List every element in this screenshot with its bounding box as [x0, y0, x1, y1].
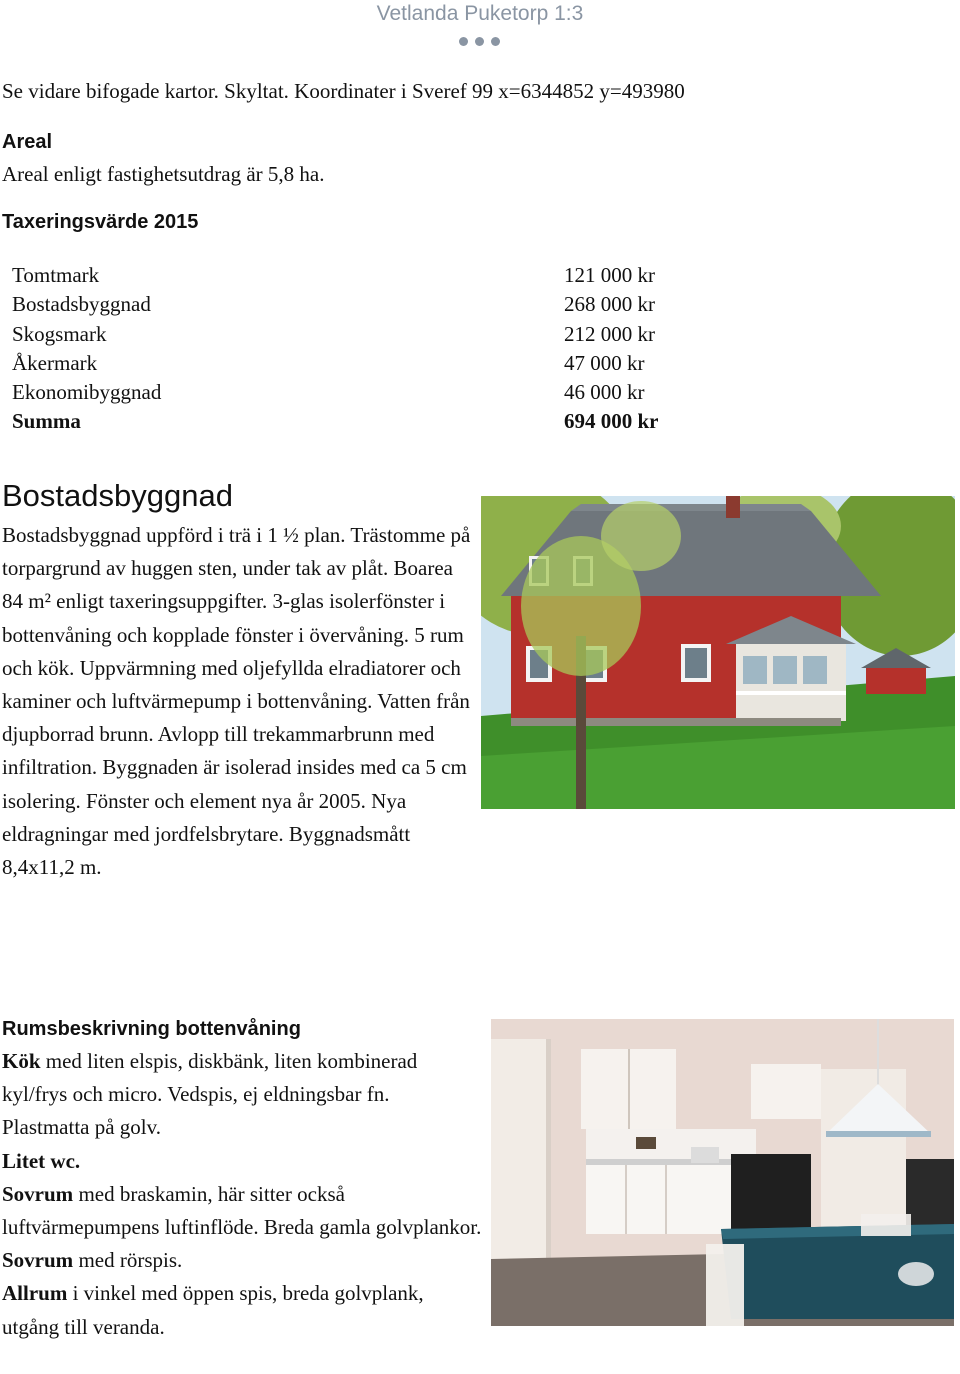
tax-value: 121 000 kr: [564, 263, 655, 287]
bostad-heading: Bostadsbyggnad: [2, 478, 233, 513]
sovrum2-label: Sovrum: [2, 1248, 74, 1273]
kitchen-photo: [491, 1019, 954, 1326]
header-title: Vetlanda Puketorp 1:3: [376, 2, 584, 25]
ellipsis-icon: [459, 37, 503, 47]
allrum-paragraph: [2, 1277, 482, 1343]
tax-value: 268 000 kr: [564, 292, 655, 317]
tax-label: Ekonomibyggnad: [12, 380, 162, 405]
sovrum1-paragraph: [2, 1178, 482, 1244]
tax-label-summa: Summa: [12, 409, 81, 434]
tax-value-summa: 694 000 kr: [564, 409, 659, 434]
areal-heading: Areal: [2, 131, 53, 153]
tax-label: Åkermark: [12, 350, 98, 375]
tax-value: 47 000 kr: [564, 350, 645, 375]
tax-label: Bostadsbyggnad: [12, 292, 151, 317]
sovrum2-text: med rörspis.: [73, 1248, 183, 1273]
tax-value: 212 000 kr: [564, 321, 655, 346]
wc-paragraph: [2, 1145, 482, 1178]
wc-label: Litet wc.: [2, 1148, 81, 1173]
rums-heading: Rumsbeskrivning bottenvåning: [2, 1018, 301, 1040]
kok-text: med liten elspis, diskbänk, liten kombinerad kyl/frys och micro. Vedspis, ej eldningsbar fn. Plastmatta på golv.: [2, 1049, 418, 1140]
bostad-description: Bostadsbyggnad uppförd i trä i 1 ½ plan. Trästomme på torpargrund av huggen sten, under tak av plåt. Boarea 84 m² enligt taxeringsuppgifter. 3-glas isolerfönster i bottenvåning och kopplade fönster i övervåning. 5 rum och kök. Uppvärmning med oljefyllda elradiatorer och kaminer och luftvärmepump i bottenvåning. Vatten från djupborrad brunn. Avlopp till trekammarbrunn med infiltration. Byggnaden är isolerad insides med ca 5 cm isolering. Fönster och element nya år 2005. Nya eldragningar med jordfelsbrytare. Byggnadsmått 8,4x11,2 m.: [2, 523, 471, 880]
sovrum1-text: med braskamin, här sitter också luftvärmepumpens luftinflöde. Breda gamla golvplankor.: [2, 1181, 482, 1240]
tax-label: Tomtmark: [12, 263, 100, 287]
allrum-label: Allrum: [2, 1281, 68, 1306]
taxering-heading: Taxeringsvärde 2015: [2, 211, 199, 233]
rums-description: [2, 1045, 482, 1344]
intro-text: Se vidare bifogade kartor. Skyltat. Koordinater i Sveref 99 x=6344852 y=493980: [2, 79, 685, 103]
areal-text: Areal enligt fastighetsutdrag är 5,8 ha.: [2, 162, 325, 186]
taxering-values: [564, 261, 659, 437]
sovrum2-paragraph: [2, 1244, 482, 1277]
taxering-labels: [12, 261, 161, 437]
tax-value: 46 000 kr: [564, 380, 645, 405]
sovrum1-label: Sovrum: [2, 1181, 74, 1206]
kok-paragraph: [2, 1045, 482, 1145]
allrum-text: i vinkel med öppen spis, breda golvplank, utgång till veranda.: [2, 1281, 424, 1339]
house-photo: [481, 496, 955, 809]
kok-label: Kök: [2, 1049, 41, 1073]
tax-label: Skogsmark: [12, 321, 107, 346]
